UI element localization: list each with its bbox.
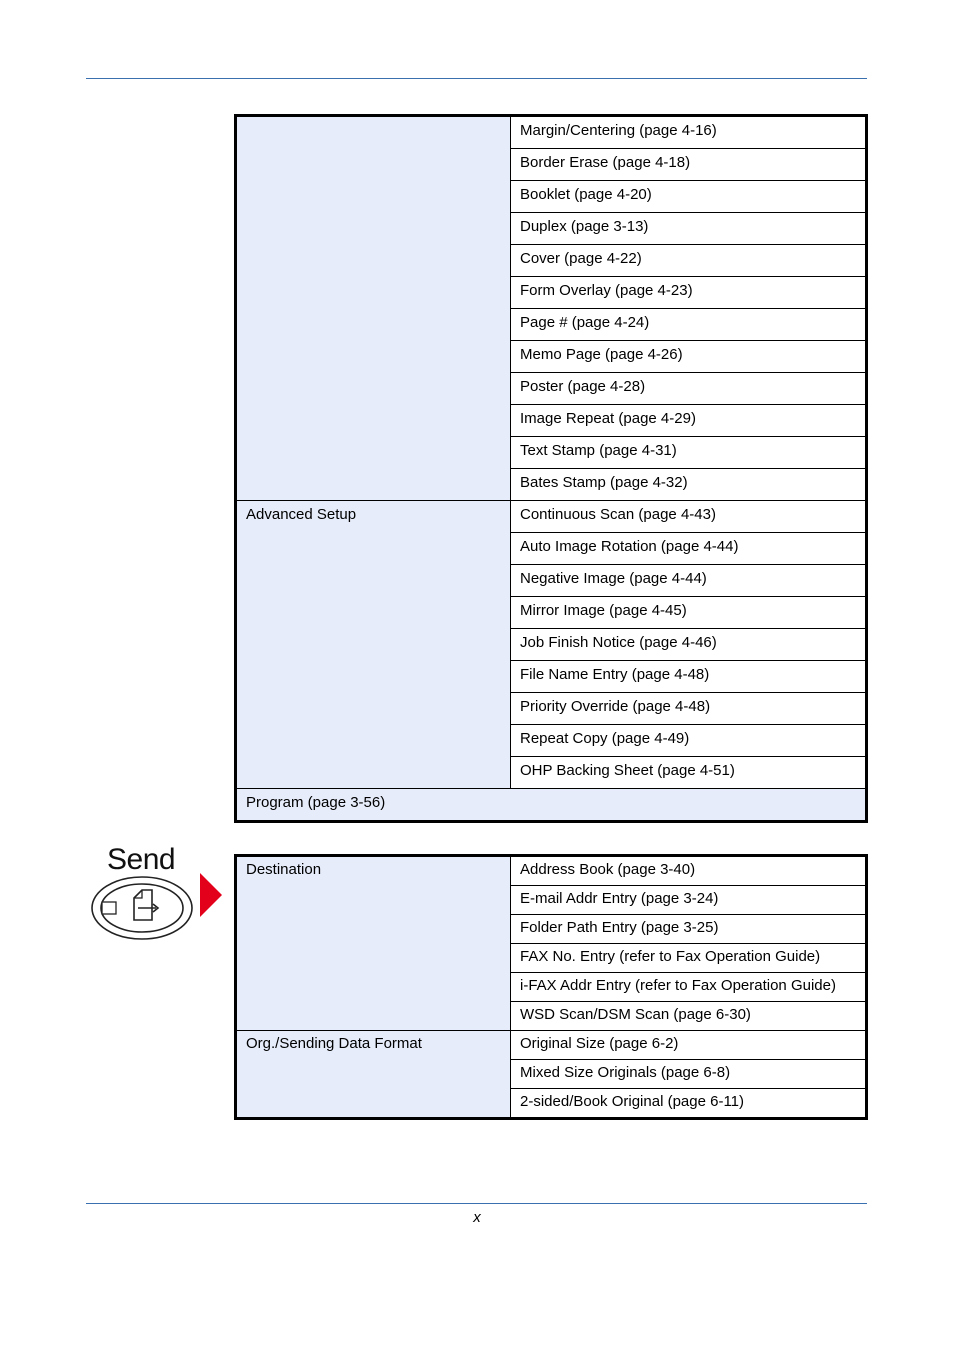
menu-item: Duplex (page 3-13) [511, 213, 867, 245]
pointer-arrow-icon [200, 873, 222, 917]
header-rule [86, 78, 867, 79]
menu-item: Bates Stamp (page 4-32) [511, 469, 867, 501]
send-menu-table [234, 854, 868, 1120]
menu-item: Cover (page 4-22) [511, 245, 867, 277]
table-row [236, 789, 867, 822]
menu-item: Original Size (page 6-2) [511, 1031, 867, 1060]
format-label: Org./Sending Data Format [236, 1031, 511, 1119]
menu-item: Image Repeat (page 4-29) [511, 405, 867, 437]
menu-item: File Name Entry (page 4-48) [511, 661, 867, 693]
menu-item: Booklet (page 4-20) [511, 181, 867, 213]
menu-item: Poster (page 4-28) [511, 373, 867, 405]
program-label: Program (page 3-56) [236, 789, 867, 822]
menu-item: Page # (page 4-24) [511, 309, 867, 341]
menu-item: Negative Image (page 4-44) [511, 565, 867, 597]
menu-item: Margin/Centering (page 4-16) [511, 116, 867, 149]
menu-item: E-mail Addr Entry (page 3-24) [511, 886, 867, 915]
menu-item: 2-sided/Book Original (page 6-11) [511, 1089, 867, 1119]
advanced-setup-label: Advanced Setup [236, 501, 511, 789]
table-row [236, 1031, 867, 1060]
table-row [236, 501, 867, 533]
menu-item: Form Overlay (page 4-23) [511, 277, 867, 309]
menu-item: Border Erase (page 4-18) [511, 149, 867, 181]
menu-item: Auto Image Rotation (page 4-44) [511, 533, 867, 565]
menu-item: Address Book (page 3-40) [511, 856, 867, 886]
menu-item: i-FAX Addr Entry (refer to Fax Operation Guide) [511, 973, 867, 1002]
group-cell-empty [236, 116, 511, 501]
send-key-label: Send [107, 843, 176, 876]
destination-label: Destination [236, 856, 511, 1031]
menu-item: Repeat Copy (page 4-49) [511, 725, 867, 757]
footer-rule [86, 1203, 867, 1204]
menu-item: WSD Scan/DSM Scan (page 6-30) [511, 1002, 867, 1031]
page-number: x [473, 1209, 481, 1226]
menu-item: Mirror Image (page 4-45) [511, 597, 867, 629]
table-row [236, 116, 867, 149]
menu-item: Priority Override (page 4-48) [511, 693, 867, 725]
menu-item: Job Finish Notice (page 4-46) [511, 629, 867, 661]
table-row [236, 856, 867, 886]
menu-item: OHP Backing Sheet (page 4-51) [511, 757, 867, 789]
menu-item: Text Stamp (page 4-31) [511, 437, 867, 469]
menu-item: Folder Path Entry (page 3-25) [511, 915, 867, 944]
menu-item: Mixed Size Originals (page 6-8) [511, 1060, 867, 1089]
send-key-icon [90, 846, 194, 942]
menu-item: FAX No. Entry (refer to Fax Operation Guide) [511, 944, 867, 973]
menu-item: Memo Page (page 4-26) [511, 341, 867, 373]
copy-menu-table [234, 114, 868, 823]
menu-item: Continuous Scan (page 4-43) [511, 501, 867, 533]
